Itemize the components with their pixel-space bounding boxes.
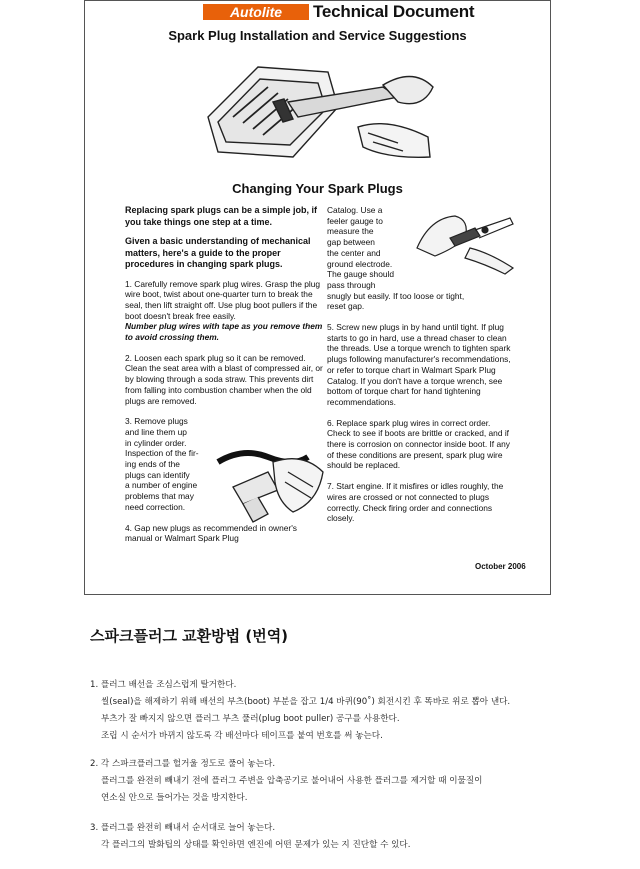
step-1-emphasis: Number plug wires with tape as you remove them to avoid crossing them.: [125, 321, 323, 343]
translation-step-1-line-2: 부츠가 잘 빠지지 않으면 플러그 부츠 풀러(plug boot puller) 공구를 사용한다.: [101, 714, 400, 724]
translation-step-2-line-1: 플러그를 완전히 빼내기 전에 플러그 주변을 압축공기로 불어내어 사용한 플러그를 제거할 때 이물질이: [101, 776, 483, 786]
wrench-on-engine-illustration: [198, 47, 438, 167]
step-2-text: 2. Loosen each spark plug so it can be removed. Clean the seat area with a blast of compressed air, or by blowing through a soda straw. This prevents dirt from falling into combustion chamber when the old plugs are removed.: [125, 352, 323, 406]
intro-paragraph-1: Replacing spark plugs can be a simple job, if you take things one step at a time.: [125, 205, 318, 227]
step-3: 3. Remove plugs and line them up in cylinder order. Inspection of the fir- ing ends of the plugs can identify a number of engine problems that may need correction.: [125, 416, 199, 512]
step-4: 4. Gap new plugs as recommended in owner's manual or Walmart Spark Plug: [125, 522, 297, 544]
translation-step-1: [90, 677, 510, 745]
translation-step-3-head: 3. 플러그를 완전히 빼내서 순서대로 늘어 놓는다.: [90, 823, 276, 833]
document-header: [85, 1, 550, 25]
technical-document-scan: [84, 0, 551, 595]
step-7: 7. Start engine. If it misfires or idles roughly, the wires are crossed or not connected to plugs correctly. Check firing order and connections closely.: [327, 481, 504, 524]
step-1: [125, 279, 325, 343]
document-date: October 2006: [475, 562, 526, 571]
translation-step-1-line-1: 씰(seal)을 해제하기 위해 배선의 부츠(boot) 부분을 잡고 1/4 바퀴(90˚) 회전시킨 후 똑바로 위로 뽑아 낸다.: [101, 697, 511, 707]
step-6: 6. Replace spark plug wires in correct order. Check to see if boots are brittle or cracked, and if there is corrosion on connector inside boot. If any of these conditions are present, spark plug wire should be replaced.: [327, 417, 510, 471]
translation-step-1-head: 1. 플러그 배선을 조심스럽게 탈거한다.: [90, 680, 237, 690]
translation-title: 스파크플러그 교환방법 (번역): [90, 627, 289, 645]
autolite-logo: [203, 2, 311, 22]
feeler-gauge-illustration: [415, 208, 515, 276]
step-5: 5. Screw new plugs in by hand until tight. If plug starts to go in hard, use a thread chaser to clean the threads. Use a torque wrench to tighten spark plugs following manufacturer's recommendations, or refer to torque chart in Walmart Spark Plug Catalog. If you don't have a torque wrench, see bottom of torque chart for hand tightening recommendations.: [327, 322, 511, 407]
korean-translation-section: [0, 600, 640, 869]
step-1-text: 1. Carefully remove spark plug wires. Grasp the plug wire boot, twist about one-quarter turn to break the seal, then lift straight off. Use plug boot pullers if the boot doesn't break free easily.: [125, 278, 321, 321]
translation-step-2-line-2: 연소실 안으로 들어가는 것을 방지한다.: [101, 793, 248, 803]
section-heading: Changing Your Spark Plugs: [232, 181, 403, 196]
brand-logo-text: Autolite: [229, 4, 283, 20]
translation-step-1-line-3: 조립 시 순서가 바뀌지 않도록 각 배선마다 테이프를 붙여 번호를 써 놓는다.: [101, 731, 383, 741]
translation-step-2: [90, 756, 482, 807]
document-subtitle: Spark Plug Installation and Service Suggestions: [168, 28, 467, 43]
spark-plug-boot-illustration: [213, 442, 326, 532]
intro-paragraph-2: Given a basic understanding of mechanical matters, here's a guide to the proper procedures in changing spark plugs.: [125, 236, 311, 269]
step-4-continued: Catalog. Use a feeler gauge to measure the gap between the center and ground electrode. The gauge should pass through snugly but easily. If too loose or tight, reset gap.: [327, 205, 465, 312]
document-title: Technical Document: [313, 2, 475, 21]
translation-step-3: [90, 820, 410, 854]
translation-step-3-line-1: 각 플러그의 발화팁의 상태를 확인하면 엔진에 어떤 문제가 있는 지 진단할 수 있다.: [101, 840, 411, 850]
translation-step-2-head: 2. 각 스파크플러그를 헐거울 정도로 풀어 놓는다.: [90, 759, 276, 769]
